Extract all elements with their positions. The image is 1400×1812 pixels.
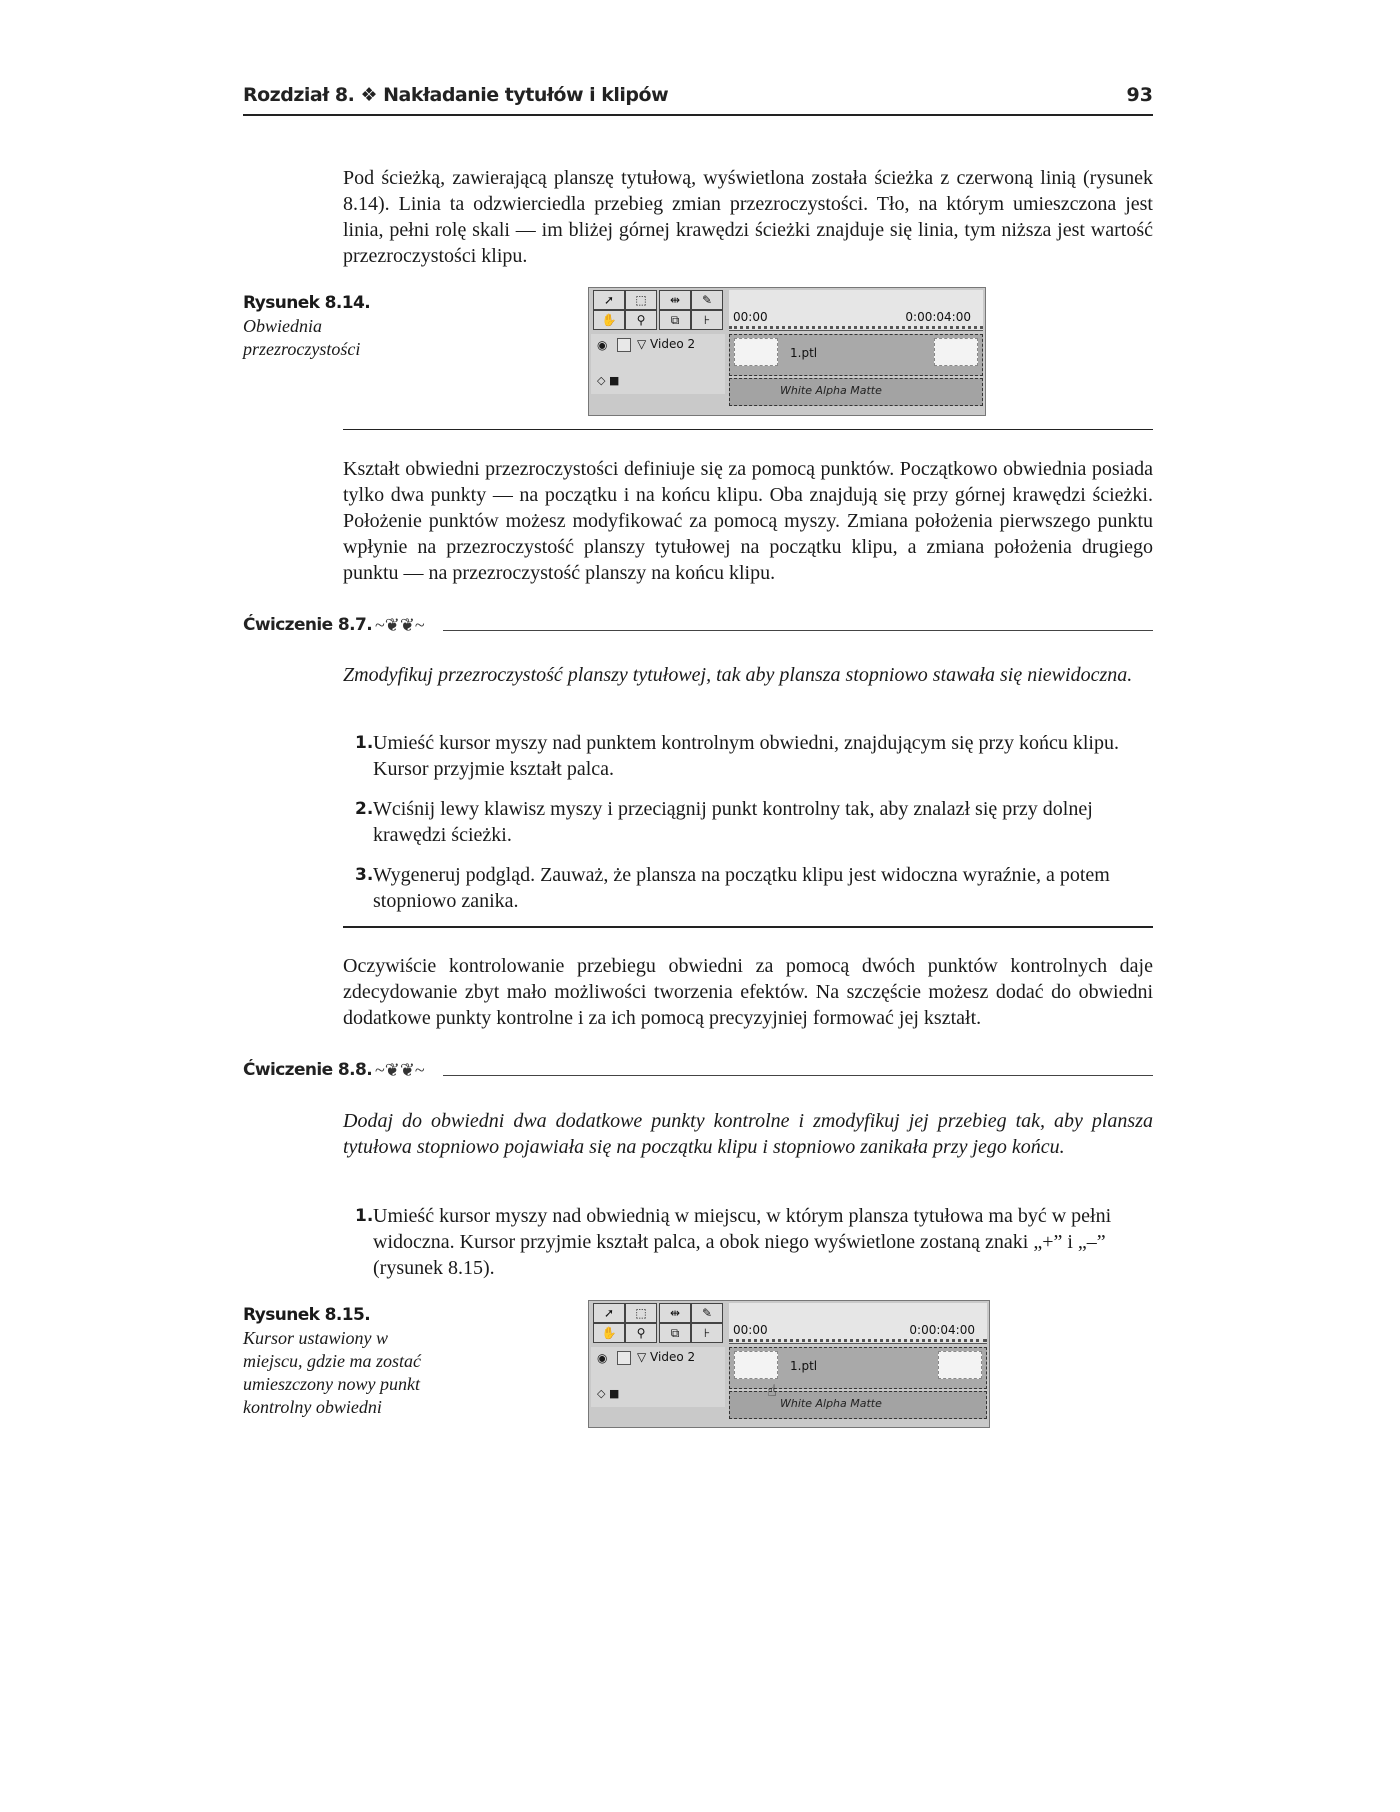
timeline-screenshot-1 <box>588 287 986 416</box>
ripple-edit-icon: ⇹ <box>659 1303 691 1323</box>
hand-icon: ✋ <box>593 1323 625 1343</box>
list-item <box>355 796 1153 848</box>
link-icon: ⧉ <box>659 1323 691 1343</box>
ripple-edit-icon: ⇹ <box>659 290 691 310</box>
paragraph-2: Kształt obwiedni przezroczystości definiuje się za pomocą punktów. Początkowo obwiednia posiada tylko dwa punkty — na początku i na końcu klipu. Oba znajdują się przy górnej krawędzi ścieżki. Położenie punktów możesz modyfikować za pomocą myszy. Zmiana położenia pierwszego punktu wpłynie na przezroczystość planszy tytułowej na początku klipu, a zmiana położenia drugiego punktu — na przezroczystość planszy na końcu klipu. <box>343 458 1153 584</box>
select-arrow-icon: ➚ <box>593 290 625 310</box>
eye-icon: ◉ <box>597 338 608 352</box>
razor-icon: ✎ <box>691 1303 723 1323</box>
list-item <box>355 1203 1153 1281</box>
divider <box>343 926 1153 928</box>
ornament-icon: ~❦❦~ <box>375 1060 425 1080</box>
matte-track <box>729 378 983 406</box>
time-end: 0:00:04:00 <box>909 1323 975 1337</box>
step-text: Wygeneruj podgląd. Zauważ, że plansza na początku klipu jest widoczna wyraźnie, a potem stopniowo zanika. <box>373 864 1110 912</box>
step-number: 3. <box>355 865 374 885</box>
exercise-label: Ćwiczenie 8.8. <box>243 1060 373 1080</box>
time-ruler <box>729 290 983 331</box>
exercise-label: Ćwiczenie 8.7. <box>243 615 373 635</box>
track-header <box>591 1347 725 1407</box>
exercise-steps-1 <box>355 730 1153 928</box>
paragraph-1: Pod ścieżką, zawierającą planszę tytułową, wyświetlona została ścieżka z czerwoną linią (rysunek 8.14). Linia ta odzwierciedla przebieg zmian przezroczystości. Tło, na którym umieszczona jest linia, pełni rolę skali — im bliżej górnej krawędzi ścieżki znajduje się linia, tym niższa jest wartość przezroczystości klipu. <box>343 167 1153 267</box>
lock-box-icon <box>617 338 631 352</box>
in-out-icon: ⊦ <box>691 310 723 330</box>
matte-label: White Alpha Matte <box>780 384 882 397</box>
zoom-icon: ⚲ <box>625 310 657 330</box>
ruler-ticks <box>729 1339 987 1342</box>
step-text: Wciśnij lewy klawisz myszy i przeciągnij punkt kontrolny tak, aby znalazł się przy dolnej krawędzi ścieżki. <box>373 798 1093 846</box>
ruler-ticks <box>729 326 983 329</box>
tool-palette <box>591 1303 725 1343</box>
heading-rule <box>443 1075 1153 1076</box>
exercise-heading-1 <box>243 613 1153 641</box>
figure-label: Rysunek 8.15. <box>243 1305 371 1325</box>
marquee-icon: ⬚ <box>625 1303 657 1323</box>
clip-thumb-end <box>938 1351 982 1379</box>
chapter-title: Rozdział 8. ❖ Nakładanie tytułów i klipów <box>243 84 669 106</box>
in-out-icon: ⊦ <box>691 1323 723 1343</box>
figure-label: Rysunek 8.14. <box>243 293 371 313</box>
select-arrow-icon: ➚ <box>593 1303 625 1323</box>
marquee-icon: ⬚ <box>625 290 657 310</box>
time-start: 00:00 <box>733 310 768 324</box>
ornament-icon: ~❦❦~ <box>375 615 425 635</box>
link-icon: ⧉ <box>659 310 691 330</box>
exercise-heading-2 <box>243 1058 1153 1086</box>
keyframe-icon: ◇ ■ <box>597 374 620 387</box>
timeline-screenshot-2 <box>588 1300 990 1428</box>
clip-thumb-end <box>934 338 978 366</box>
clip-thumb-start <box>734 1351 778 1379</box>
hand-cursor-icon: ☝ <box>767 1381 777 1400</box>
razor-icon: ✎ <box>691 290 723 310</box>
exercise-task-2: Dodaj do obwiedni dwa dodatkowe punkty kontrolne i zmodyfikuj jej przebieg tak, aby plansza tytułowa stopniowo pojawiała się na początku klipu i stopniowo zanikała przy jego końcu. <box>343 1110 1153 1158</box>
paragraph-3: Oczywiście kontrolowanie przebiegu obwiedni za pomocą dwóch punktów kontrolnych daje zdecydowanie zbyt mało możliwości tworzenia efektów. Na szczęście możesz dodać do obwiedni dodatkowe punkty kontrolne i za ich pomocą precyzyjniej formować jej kształt. <box>343 955 1153 1029</box>
list-item <box>355 862 1153 914</box>
lock-box-icon <box>617 1351 631 1365</box>
step-number: 2. <box>355 799 374 819</box>
zoom-icon: ⚲ <box>625 1323 657 1343</box>
exercise-task-1: Zmodyfikuj przezroczystość planszy tytułowej, tak aby plansza stopniowo stawała się niewidoczna. <box>343 664 1133 686</box>
track-header <box>591 334 725 394</box>
step-text: Umieść kursor myszy nad punktem kontrolnym obwiedni, znajdującym się przy końcu klipu. Kursor przyjmie kształt palca. <box>373 732 1119 780</box>
title-clip <box>729 334 983 376</box>
eye-icon: ◉ <box>597 1351 608 1365</box>
heading-rule <box>443 630 1153 631</box>
divider <box>343 429 1153 430</box>
track-label: ▽ Video 2 <box>637 1350 696 1364</box>
figure-caption-1 <box>243 291 393 361</box>
time-ruler <box>729 1303 987 1344</box>
keyframe-icon: ◇ ■ <box>597 1387 620 1400</box>
matte-label: White Alpha Matte <box>780 1397 882 1410</box>
figure-caption-text: Obwiednia przezroczystości <box>243 316 361 359</box>
page-number: 93 <box>1126 84 1153 106</box>
step-number: 1. <box>355 1206 374 1226</box>
time-start: 00:00 <box>733 1323 768 1337</box>
list-item <box>355 730 1153 782</box>
figure-caption-2 <box>243 1303 423 1419</box>
clip-name: 1.ptl <box>790 1359 818 1373</box>
time-end: 0:00:04:00 <box>905 310 971 324</box>
tool-palette <box>591 290 725 330</box>
step-number: 1. <box>355 733 374 753</box>
hand-icon: ✋ <box>593 310 625 330</box>
figure-caption-text: Kursor ustawiony w miejscu, gdzie ma zostać umieszczony nowy punkt kontrolny obwiedni <box>243 1328 421 1417</box>
track-label: ▽ Video 2 <box>637 337 696 351</box>
clip-thumb-start <box>734 338 778 366</box>
running-header <box>243 84 1153 116</box>
clip-name: 1.ptl <box>790 346 818 360</box>
step-text: Umieść kursor myszy nad obwiednią w miejscu, w którym plansza tytułowa ma być w pełni widoczna. Kursor przyjmie kształt palca, a obok niego wyświetlone zostaną znaki „+” i „–” (rysunek 8.15). <box>373 1205 1112 1279</box>
exercise-steps-2 <box>355 1203 1153 1295</box>
